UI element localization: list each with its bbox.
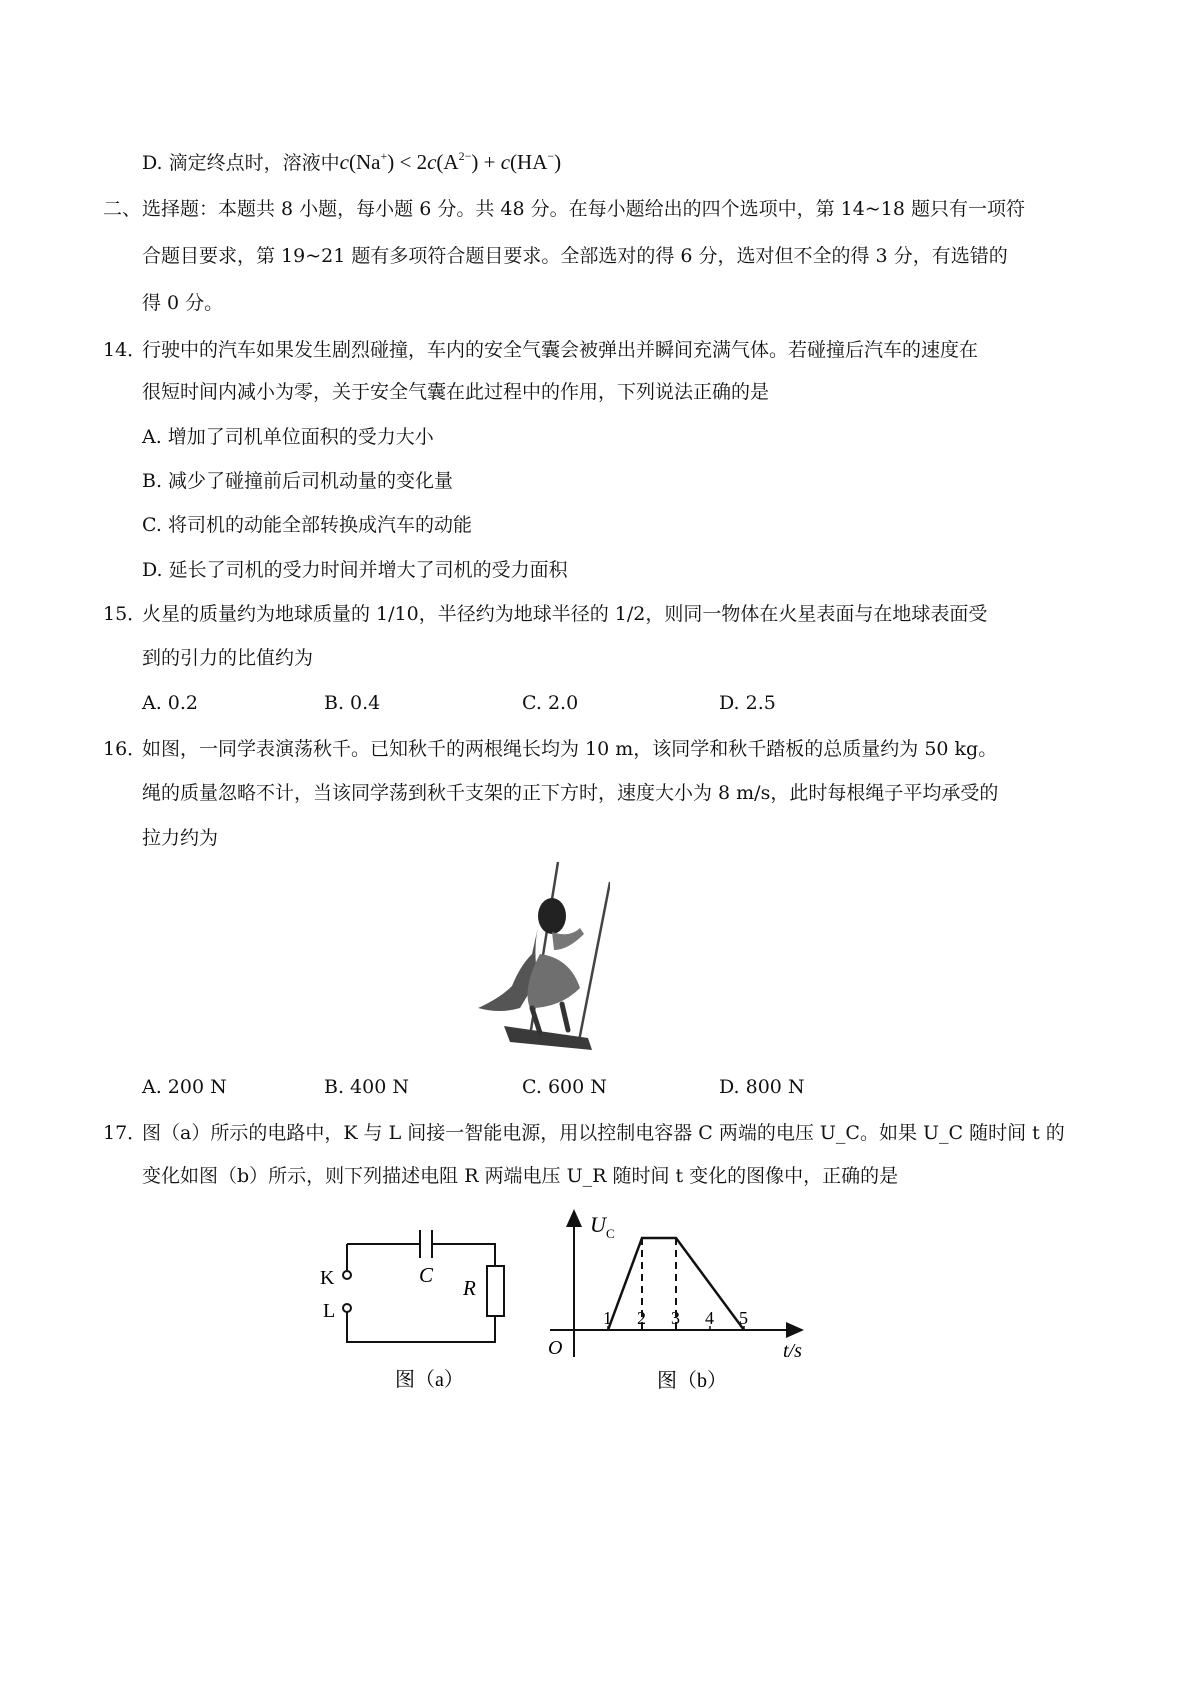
q15-option-b: B. 0.4 xyxy=(324,692,381,714)
q14-stem-line-2: 很短时间内减小为零，关于安全气囊在此过程中的作用，下列说法正确的是 xyxy=(142,381,770,403)
figure-b-tick-label-3: 3 xyxy=(671,1308,680,1328)
q16-option-c: C. 600 N xyxy=(522,1076,607,1098)
figure-b-y-label: U xyxy=(590,1212,606,1237)
figure-b-tick-label-5: 5 xyxy=(739,1308,748,1328)
q14-option-b: B. 减少了碰撞前后司机动量的变化量 xyxy=(142,470,454,492)
q14-stem-line-1: 行驶中的汽车如果发生剧烈碰撞，车内的安全气囊会被弹出并瞬间充满气体。若碰撞后汽车的速度在 xyxy=(142,339,979,361)
figure-a-label-l: L xyxy=(323,1300,336,1322)
q16-number: 16． xyxy=(103,738,147,760)
q13-option-d xyxy=(142,149,561,176)
q17-number: 17． xyxy=(103,1122,147,1144)
section2-line-2: 合题目要求，第 19~21 题有多项符合题目要求。全部选对的得 6 分，选对但不全的得 3 分，有选错的 xyxy=(142,245,1008,267)
figure-a-label-r: R xyxy=(463,1276,476,1300)
q17-stem-line-2: 变化如图（b）所示，则下列描述电阻 R 两端电压 U_R 随时间 t 变化的图像中，正确的是 xyxy=(142,1165,899,1187)
q14-option-d: D. 延长了司机的受力时间并增大了司机的受力面积 xyxy=(142,559,568,581)
q16-option-a: A. 200 N xyxy=(142,1076,227,1098)
q16-stem-line-2: 绳的质量忽略不计，当该同学荡到秋千支架的正下方时，速度大小为 8 m/s，此时每根绳子平均承受的 xyxy=(142,782,999,804)
section2-line-3: 得 0 分。 xyxy=(142,292,224,314)
swing-illustration xyxy=(470,858,610,1058)
figure-b-tick-label-2: 2 xyxy=(637,1308,646,1328)
q15-option-a: A. 0.2 xyxy=(142,692,199,714)
figure-a-circuit xyxy=(305,1220,535,1395)
q15-stem-line-1: 火星的质量约为地球质量的 1/10，半径约为地球半径的 1/2，则同一物体在火星表面与在地球表面受 xyxy=(142,603,988,625)
figure-a-caption: 图（a） xyxy=(395,1369,464,1391)
q15-option-c: C. 2.0 xyxy=(522,692,579,714)
q14-number: 14． xyxy=(103,339,147,361)
q14-option-a: A. 增加了司机单位面积的受力大小 xyxy=(142,426,434,448)
q16-stem-line-3: 拉力约为 xyxy=(142,827,219,849)
q15-stem-line-2: 到的引力的比值约为 xyxy=(142,647,314,669)
q16-stem-line-1: 如图，一同学表演荡秋千。已知秋千的两根绳长均为 10 m，该同学和秋千踏板的总质量约为 50 kg。 xyxy=(142,738,998,760)
q16-option-b: B. 400 N xyxy=(324,1076,409,1098)
q13-option-d-formula: $c(Na^+) < 2c(A^{2-}) + c(HA^-)$ xyxy=(339,149,562,174)
figure-a-label-k: K xyxy=(320,1267,335,1289)
figure-b-y-sub: C xyxy=(606,1226,615,1241)
figure-b-caption: 图（b） xyxy=(657,1370,727,1392)
q15-number: 15． xyxy=(103,603,147,625)
figure-b-origin: O xyxy=(548,1337,563,1359)
section2-heading: 二、 xyxy=(103,198,142,220)
figure-b-graph xyxy=(540,1205,810,1395)
figure-a-label-c: C xyxy=(419,1263,434,1287)
q14-option-c: C. 将司机的动能全部转换成汽车的动能 xyxy=(142,514,472,536)
q17-stem-line-1: 图（a）所示的电路中，K 与 L 间接一智能电源，用以控制电容器 C 两端的电压 U_C。如果 U_C 随时间 t 的 xyxy=(142,1122,1065,1144)
section2-line-1: 选择题：本题共 8 小题，每小题 6 分。共 48 分。在每小题给出的四个选项中，第 14~18 题只有一项符 xyxy=(142,198,1025,220)
figure-b-x-label: t/s xyxy=(783,1340,802,1362)
figure-b-tick-label-1: 1 xyxy=(603,1308,612,1328)
q13-option-d-prefix: D. 滴定终点时，溶液中 xyxy=(142,152,340,174)
q16-option-d: D. 800 N xyxy=(719,1076,805,1098)
q15-option-d: D. 2.5 xyxy=(719,692,776,714)
figure-b-tick-label-4: 4 xyxy=(705,1308,714,1328)
